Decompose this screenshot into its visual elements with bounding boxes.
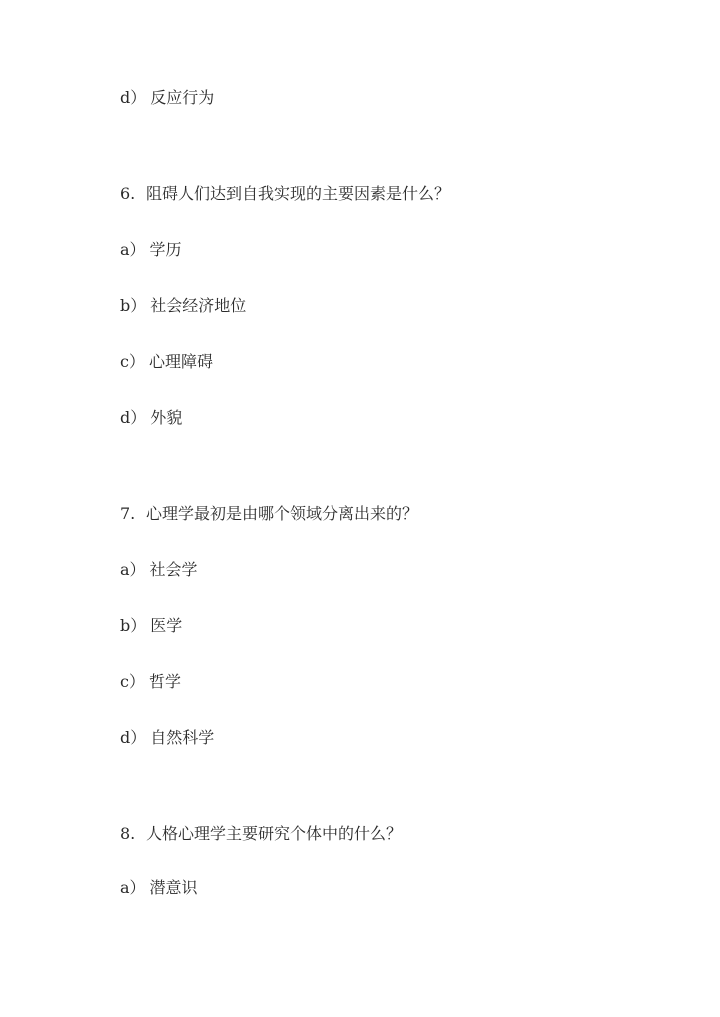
- option-marker: c）: [120, 352, 145, 371]
- option-marker: c）: [120, 672, 145, 691]
- option-q6-c: [120, 352, 213, 372]
- option-marker: a）: [120, 878, 146, 897]
- option-marker: b）: [120, 296, 147, 315]
- option-text: 反应行为: [150, 88, 215, 107]
- option-text: 心理障碍: [148, 352, 213, 371]
- option-q8-a: [120, 878, 198, 898]
- option-q5-d: [120, 88, 214, 108]
- question-7: [120, 504, 418, 524]
- option-q7-a: [120, 560, 198, 580]
- option-marker: d）: [120, 408, 147, 427]
- option-marker: d）: [120, 728, 147, 747]
- option-text: 学历: [149, 240, 182, 259]
- question-8: [120, 824, 402, 844]
- question-text: 阻碍人们达到自我实现的主要因素是什么？: [146, 184, 451, 203]
- option-text: 外貌: [150, 408, 183, 427]
- option-marker: d）: [120, 88, 147, 107]
- option-q7-c: [120, 672, 181, 692]
- question-number: 6.: [120, 184, 136, 203]
- option-text: 自然科学: [150, 728, 215, 747]
- option-q6-d: [120, 408, 182, 428]
- option-q7-b: [120, 616, 182, 636]
- option-marker: b）: [120, 616, 147, 635]
- question-text: 人格心理学主要研究个体中的什么？: [146, 824, 403, 843]
- question-text: 心理学最初是由哪个领域分离出来的？: [146, 504, 419, 523]
- option-text: 社会经济地位: [150, 296, 247, 315]
- option-text: 哲学: [148, 672, 181, 691]
- question-6: [120, 184, 450, 204]
- option-text: 社会学: [149, 560, 198, 579]
- option-q6-a: [120, 240, 182, 260]
- option-q6-b: [120, 296, 246, 316]
- option-marker: a）: [120, 560, 146, 579]
- question-number: 8.: [120, 824, 136, 843]
- option-text: 医学: [150, 616, 183, 635]
- question-number: 7.: [120, 504, 136, 523]
- option-text: 潜意识: [149, 878, 198, 897]
- option-q7-d: [120, 728, 214, 748]
- option-marker: a）: [120, 240, 146, 259]
